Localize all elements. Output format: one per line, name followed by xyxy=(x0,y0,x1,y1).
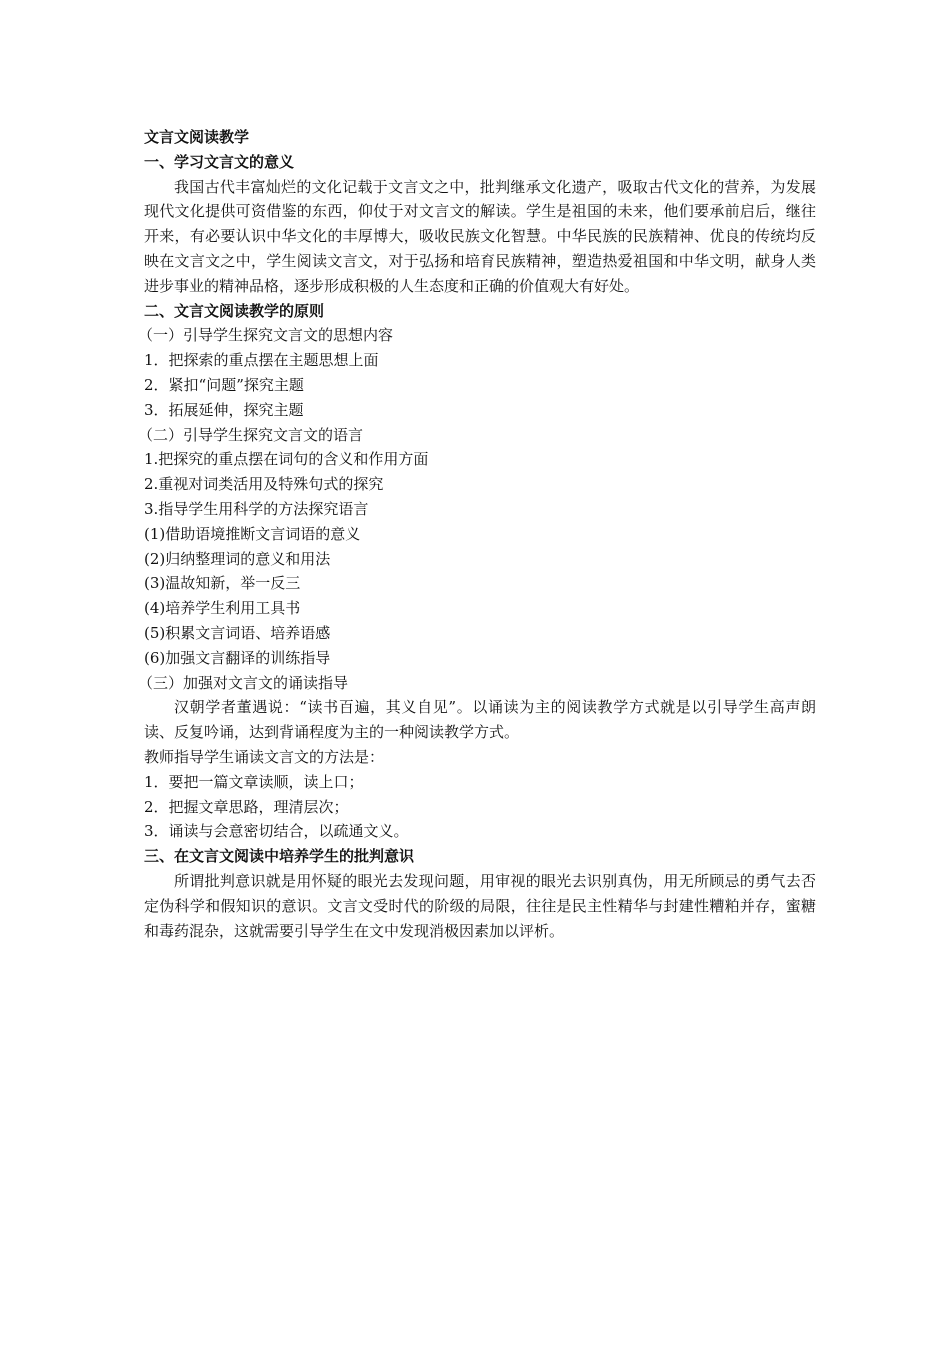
list-item: (1)借助语境推断文言词语的意义 xyxy=(144,524,361,543)
list-item: 1.把探究的重点摆在词句的含义和作用方面 xyxy=(144,450,429,469)
method-intro: 教师指导学生诵读文言文的方法是： xyxy=(144,747,385,766)
section-3-paragraph: 所谓批判意识就是用怀疑的眼光去发现问题，用审视的眼光去识别真伪，用无所顾忌的勇气去否定伪科学和假知识的意识。文言文受时代的阶级的局限，往往是民主性精华与封建性糟粕并存，蜜糖和毒药混杂，这就需要引导学生在文中发现消极因素加以评析。 xyxy=(144,871,816,940)
list-item: 3.指导学生用科学的方法探究语言 xyxy=(144,499,369,518)
subsection-1-heading: （一）引导学生探究文言文的思想内容 xyxy=(138,326,394,345)
list-item: (4)培养学生利用工具书 xyxy=(144,599,301,618)
list-item: 3．拓展延伸，探究主题 xyxy=(144,400,304,419)
section-2-heading: 二、文言文阅读教学的原则 xyxy=(144,301,325,320)
subsection-3-paragraph: 汉朝学者董遇说：“读书百遍，其义自见”。以诵读为主的阅读教学方式就是以引导学生高声朗读、反复吟诵，达到背诵程度为主的一种阅读教学方式。 xyxy=(144,698,816,742)
list-item: 1．要把一篇文章读顺，读上口； xyxy=(144,772,364,791)
list-item: 2．紧扣“问题”探究主题 xyxy=(144,375,304,394)
list-item: (5)积累文言词语、培养语感 xyxy=(144,623,331,642)
section-1-heading: 一、学习文言文的意义 xyxy=(144,152,295,171)
subsection-3-heading: （三）加强对文言文的诵读指导 xyxy=(138,673,349,692)
list-item: (2)归纳整理词的意义和用法 xyxy=(144,549,331,568)
document-title: 文言文阅读教学 xyxy=(144,128,250,146)
section-1-paragraph: 我国古代丰富灿烂的文化记载于文言文之中，批判继承文化遗产，吸取古代文化的营养，为发展现代文化提供可资借鉴的东西，仰仗于对文言文的解读。学生是祖国的未来，他们要承前启后，继往开来，有必要认识中华文化的丰厚博大，吸收民族文化智慧。中华民族的民族精神、优良的传统均反映在文言文之中，学生阅读文言文，对于弘扬和培育民族精神，塑造热爱祖国和中华文明，献身人类进步事业的精神品格，逐步形成积极的人生态度和正确的价值观大有好处。 xyxy=(144,177,816,295)
list-item: 2.重视对词类活用及特殊句式的探究 xyxy=(144,475,384,494)
section-3-heading: 三、在文言文阅读中培养学生的批判意识 xyxy=(144,847,415,866)
list-item: 1．把探索的重点摆在主题思想上面 xyxy=(144,351,379,370)
list-item: (3)温故知新，举一反三 xyxy=(144,574,301,593)
subsection-2-heading: （二）引导学生探究文言文的语言 xyxy=(138,425,364,444)
list-item: (6)加强文言翻译的训练指导 xyxy=(144,648,331,667)
list-item: 3．诵读与会意密切结合，以疏通文义。 xyxy=(144,822,409,841)
list-item: 2．把握文章思路，理清层次； xyxy=(144,797,349,816)
document-page xyxy=(138,125,816,943)
